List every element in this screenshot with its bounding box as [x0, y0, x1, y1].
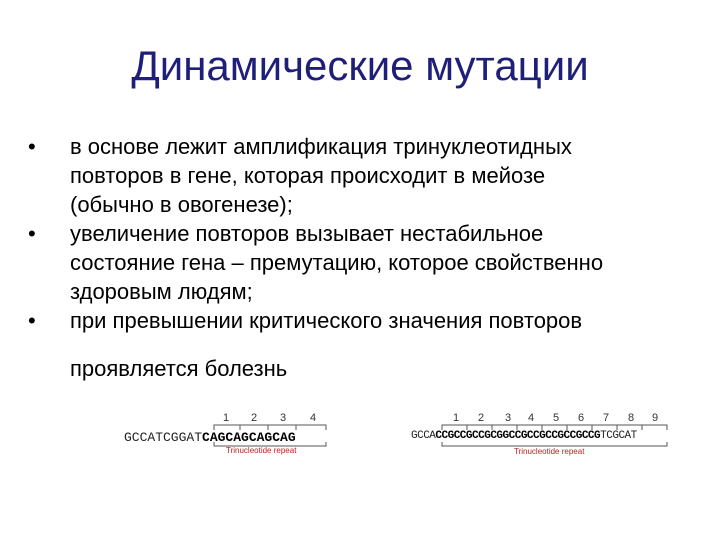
- bullet-dot: •: [28, 134, 36, 159]
- repeat-bracket: [642, 425, 667, 430]
- repeat-number: 1: [453, 412, 460, 424]
- repeat-number: 7: [603, 412, 610, 424]
- repeat-number: 5: [553, 412, 560, 424]
- bullet-dot: •: [28, 221, 36, 246]
- repeat-number: 2: [478, 412, 485, 424]
- repeat-bracket: [567, 425, 592, 430]
- repeat-bracket: [268, 425, 296, 430]
- repeat-bracket: [240, 425, 268, 430]
- repeat-number: 6: [578, 412, 585, 424]
- bullet-text: в основе лежит амплификация тринуклеотидных повторов в гене, которая происходит в мейозе (обычно в овогенезе);: [70, 134, 572, 217]
- repeat-caption-right: Trinucleotide repeat: [514, 447, 585, 456]
- repeat-number: 4: [310, 412, 317, 424]
- repeat-number: 1: [223, 412, 230, 424]
- repeat-number: 2: [251, 412, 258, 424]
- repeat-number: 9: [652, 412, 659, 424]
- sequence-repeat: CAGCAGCAGCAG: [202, 430, 296, 445]
- repeat-number: 8: [628, 412, 635, 424]
- repeat-number: 3: [280, 412, 287, 424]
- bullet-continuation: проявляется болезнь: [70, 356, 288, 381]
- repeat-bracket: [492, 425, 517, 430]
- repeat-number: 4: [528, 412, 535, 424]
- bullet-text: при превышении критического значения повторов: [70, 308, 583, 333]
- repeat-bracket: [467, 425, 492, 430]
- repeat-bracket: [617, 425, 642, 430]
- repeat-caption-left: Trinucleotide repeat: [226, 446, 297, 455]
- repeat-underbracket: [442, 442, 667, 446]
- repeat-bracket: [214, 425, 240, 430]
- repeat-bracket: [592, 425, 617, 430]
- bullet-text: увеличение повторов вызывает нестабильное состояние гена – премутацию, которое свойственно здоровым людям;: [70, 221, 604, 304]
- slide-title: Динамические мутации: [131, 42, 589, 89]
- repeat-bracket: [442, 425, 467, 430]
- sequence-suffix: TCGCAT: [600, 430, 637, 442]
- sequence-prefix: GCCATCGGAT: [124, 430, 203, 445]
- sequence-prefix: GCCA: [411, 430, 436, 442]
- repeat-bracket: [296, 425, 326, 430]
- repeat-bracket: [542, 425, 567, 430]
- repeat-underbracket: [214, 442, 326, 446]
- bullet-dot: •: [28, 308, 36, 333]
- sequence-repeat: CCGCCGCCGCGGCCGCCGCCGCCGCCG: [435, 430, 601, 442]
- repeat-number: 3: [505, 412, 512, 424]
- repeat-bracket: [517, 425, 542, 430]
